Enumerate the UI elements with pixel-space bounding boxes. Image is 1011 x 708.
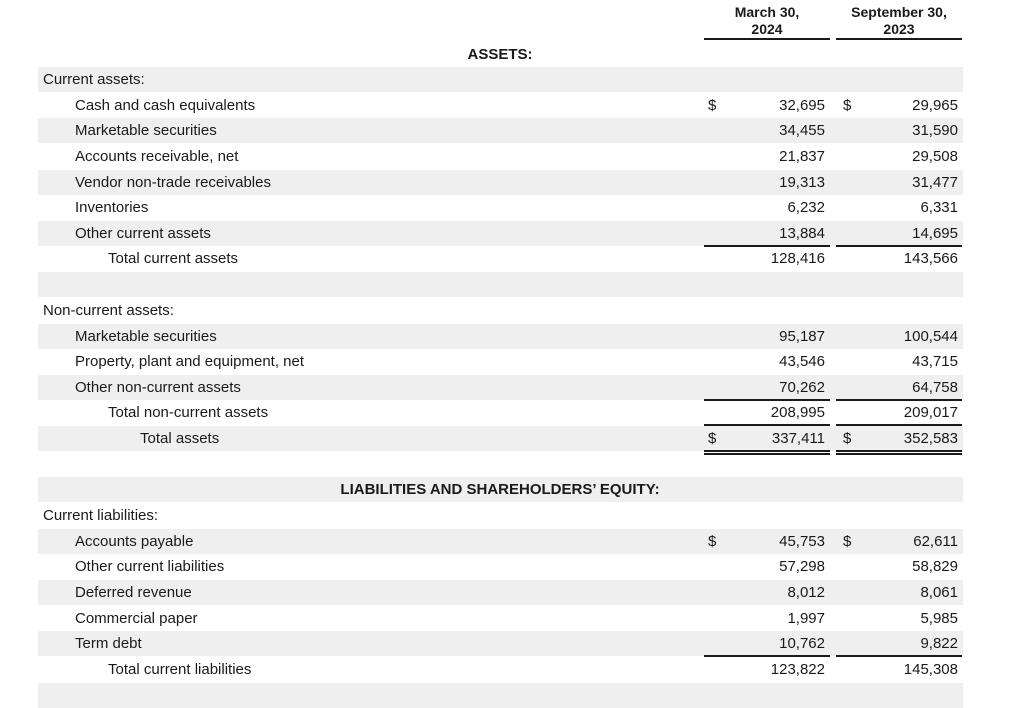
row-label: Inventories bbox=[75, 199, 149, 216]
value-2023: 5,985 bbox=[920, 610, 958, 627]
row-label: Current assets: bbox=[43, 71, 145, 88]
value-2024: 32,695 bbox=[779, 97, 825, 114]
column-header-line2: 2024 bbox=[751, 21, 783, 37]
value-2024: 34,455 bbox=[779, 122, 825, 139]
section-heading: LIABILITIES AND SHAREHOLDERS’ EQUITY: bbox=[340, 481, 660, 498]
column-header-underline bbox=[704, 38, 830, 40]
value-2023: 64,758 bbox=[912, 379, 958, 396]
table-row-other-current-assets bbox=[38, 221, 963, 246]
table-row-other-current-liabilities bbox=[38, 554, 963, 579]
currency-symbol-2023: $ bbox=[843, 430, 852, 447]
value-2023: 43,715 bbox=[912, 353, 958, 370]
row-label: Accounts payable bbox=[75, 533, 194, 550]
table-row-deferred-revenue bbox=[38, 580, 963, 605]
currency-symbol-2024: $ bbox=[708, 97, 717, 114]
row-label: Non-current assets: bbox=[43, 302, 174, 319]
table-row-marketable-securities bbox=[38, 324, 963, 349]
value-2024: 8,012 bbox=[787, 584, 825, 601]
value-2023: 209,017 bbox=[903, 404, 958, 421]
value-2024: 43,546 bbox=[779, 353, 825, 370]
value-2023: 352,583 bbox=[903, 430, 958, 447]
row-label: Other non-current assets bbox=[75, 379, 241, 396]
row-label: Current liabilities: bbox=[43, 507, 159, 524]
total-rule bbox=[704, 450, 830, 452]
table-row-non-current-assets bbox=[38, 298, 963, 323]
row-label: Deferred revenue bbox=[75, 584, 192, 601]
row-label: Total assets bbox=[140, 430, 220, 447]
table-row-inventories bbox=[38, 195, 963, 220]
table-row-total-assets bbox=[38, 426, 963, 451]
value-2023: 14,695 bbox=[912, 225, 958, 242]
currency-symbol-2024: $ bbox=[708, 430, 717, 447]
total-rule-double bbox=[836, 453, 962, 455]
value-2023: 6,331 bbox=[920, 199, 958, 216]
table-row-accounts-payable bbox=[38, 529, 963, 554]
value-2024: 208,995 bbox=[770, 404, 825, 421]
total-rule bbox=[836, 450, 962, 452]
currency-symbol-2023: $ bbox=[843, 97, 852, 114]
value-2024: 123,822 bbox=[770, 661, 825, 678]
table-row-current-liabilities bbox=[38, 503, 963, 528]
row-label: Marketable securities bbox=[75, 122, 217, 139]
row-label: Marketable securities bbox=[75, 328, 217, 345]
total-rule bbox=[704, 245, 830, 247]
row-label: Total current assets bbox=[108, 250, 239, 267]
column-header-march-2024 bbox=[704, 4, 830, 38]
value-2023: 29,965 bbox=[912, 97, 958, 114]
table-row-vendor-non-trade-receivables bbox=[38, 170, 963, 195]
row-label: Total current liabilities bbox=[108, 661, 252, 678]
table-row-total-current-assets bbox=[38, 246, 963, 271]
value-2024: 10,762 bbox=[779, 635, 825, 652]
table-row-cash-and-cash-equivalents bbox=[38, 93, 963, 118]
column-header-line1: March 30, bbox=[734, 4, 800, 20]
value-2024: 128,416 bbox=[770, 250, 825, 267]
row-label: Cash and cash equivalents bbox=[75, 97, 256, 114]
column-header-september-2023 bbox=[836, 4, 962, 38]
value-2024: 95,187 bbox=[779, 328, 825, 345]
table-row-accounts-receivable-net bbox=[38, 144, 963, 169]
value-2024: 1,997 bbox=[787, 610, 825, 627]
value-2023: 8,061 bbox=[920, 584, 958, 601]
value-2024: 70,262 bbox=[779, 379, 825, 396]
table-row-total-current-liabilities bbox=[38, 657, 963, 682]
blank-row bbox=[38, 272, 963, 297]
row-label: Accounts receivable, net bbox=[75, 148, 239, 165]
row-label: Other current liabilities bbox=[75, 558, 225, 575]
total-rule bbox=[836, 399, 962, 401]
row-label: Other current assets bbox=[75, 225, 211, 242]
value-2024: 19,313 bbox=[779, 174, 825, 191]
row-label: Vendor non-trade receivables bbox=[75, 174, 271, 191]
total-rule bbox=[704, 399, 830, 401]
value-2024: 21,837 bbox=[779, 148, 825, 165]
row-label: Term debt bbox=[75, 635, 142, 652]
currency-symbol-2023: $ bbox=[843, 533, 852, 550]
section-heading: ASSETS: bbox=[467, 46, 533, 63]
section-heading-row bbox=[38, 42, 963, 67]
row-label: Property, plant and equipment, net bbox=[75, 353, 305, 370]
value-2023: 100,544 bbox=[903, 328, 958, 345]
table-row-property-plant-and-equipment-net bbox=[38, 349, 963, 374]
table-row-other-non-current-assets bbox=[38, 375, 963, 400]
table-row-term-debt bbox=[38, 631, 963, 656]
total-rule-double bbox=[704, 453, 830, 455]
currency-symbol-2024: $ bbox=[708, 533, 717, 550]
value-2024: 6,232 bbox=[787, 199, 825, 216]
blank-row bbox=[38, 683, 963, 708]
value-2024: 13,884 bbox=[779, 225, 825, 242]
total-rule bbox=[836, 245, 962, 247]
table-row-marketable-securities bbox=[38, 118, 963, 143]
value-2023: 9,822 bbox=[920, 635, 958, 652]
value-2023: 145,308 bbox=[903, 661, 958, 678]
value-2023: 31,477 bbox=[912, 174, 958, 191]
row-label: Total non-current assets bbox=[108, 404, 269, 421]
table-row-commercial-paper bbox=[38, 606, 963, 631]
value-2023: 143,566 bbox=[903, 250, 958, 267]
total-rule bbox=[704, 424, 830, 426]
table-row-total-non-current-assets bbox=[38, 400, 963, 425]
column-header-line1: September 30, bbox=[851, 4, 947, 20]
total-rule bbox=[704, 655, 830, 657]
value-2023: 62,611 bbox=[913, 533, 958, 550]
table-row-current-assets bbox=[38, 67, 963, 92]
blank-row bbox=[38, 452, 963, 477]
total-rule bbox=[836, 655, 962, 657]
value-2023: 29,508 bbox=[912, 148, 958, 165]
section-heading-row bbox=[38, 477, 963, 502]
value-2023: 58,829 bbox=[912, 558, 958, 575]
value-2023: 31,590 bbox=[912, 122, 958, 139]
value-2024: 45,753 bbox=[779, 533, 825, 550]
value-2024: 337,411 bbox=[771, 430, 825, 447]
row-label: Commercial paper bbox=[75, 610, 198, 627]
column-header-line2: 2023 bbox=[883, 21, 915, 37]
value-2024: 57,298 bbox=[779, 558, 825, 575]
column-header-underline bbox=[836, 38, 962, 40]
total-rule bbox=[836, 424, 962, 426]
